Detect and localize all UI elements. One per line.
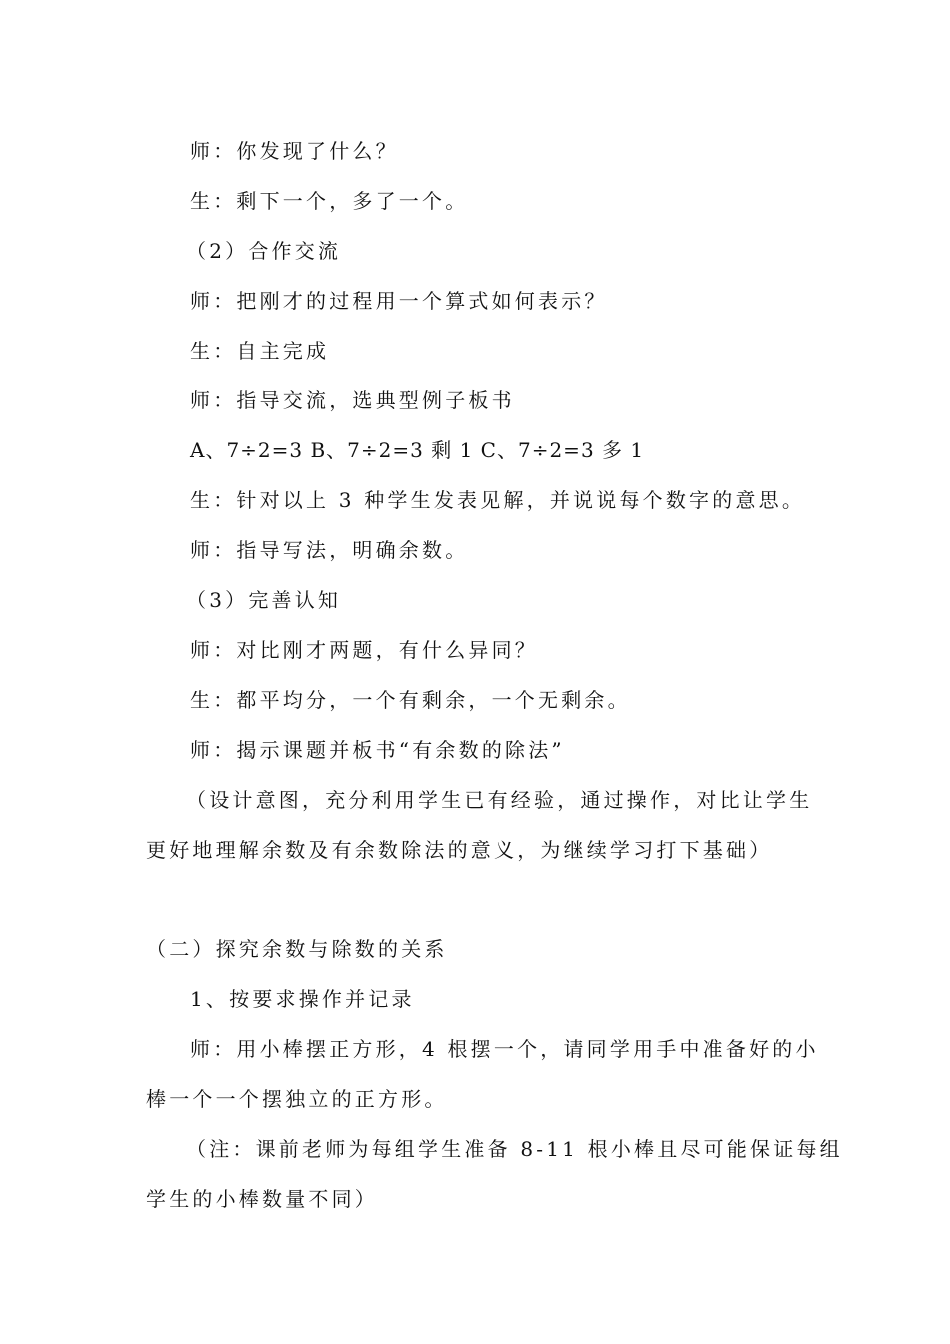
section-heading: （2）合作交流: [186, 239, 342, 263]
dialogue-line: 生：都平均分，一个有剩余，一个无剩余。: [190, 688, 631, 712]
dialogue-line: 棒一个一个摆独立的正方形。: [146, 1087, 448, 1111]
dialogue-line: 师：揭示课题并板书“有余数的除法”: [190, 738, 565, 762]
dialogue-line: 师：对比刚才两题，有什么异同？: [190, 638, 538, 662]
dialogue-line: 师：把刚才的过程用一个算式如何表示？: [190, 289, 608, 313]
dialogue-line: 师：用小棒摆正方形，4 根摆一个，请同学用手中准备好的小: [190, 1037, 819, 1061]
step-heading: 1、按要求操作并记录: [190, 987, 415, 1011]
dialogue-line: 生：剩下一个，多了一个。: [190, 189, 469, 213]
note-line: （注：课前老师为每组学生准备 8-11 根小棒且尽可能保证每组: [186, 1137, 843, 1161]
dialogue-line: 师：指导写法，明确余数。: [190, 538, 469, 562]
design-note-line: （设计意图，充分利用学生已有经验，通过操作，对比让学生: [186, 788, 813, 812]
dialogue-line: 生：自主完成: [190, 339, 330, 363]
dialogue-line: 生：针对以上 3 种学生发表见解，并说说每个数字的意思。: [190, 488, 806, 512]
dialogue-line: 师：你发现了什么？: [190, 139, 399, 163]
section-heading: （二）探究余数与除数的关系: [146, 937, 448, 961]
note-line: 学生的小棒数量不同）: [146, 1187, 378, 1211]
dialogue-line: 师：指导交流，选典型例子板书: [190, 388, 515, 412]
design-note-line: 更好地理解余数及有余数除法的意义，为继续学习打下基础）: [146, 838, 773, 862]
equation-line: A、7÷2=3 B、7÷2=3 剩 1 C、7÷2=3 多 1: [190, 438, 645, 462]
section-heading: （3）完善认知: [186, 588, 342, 612]
